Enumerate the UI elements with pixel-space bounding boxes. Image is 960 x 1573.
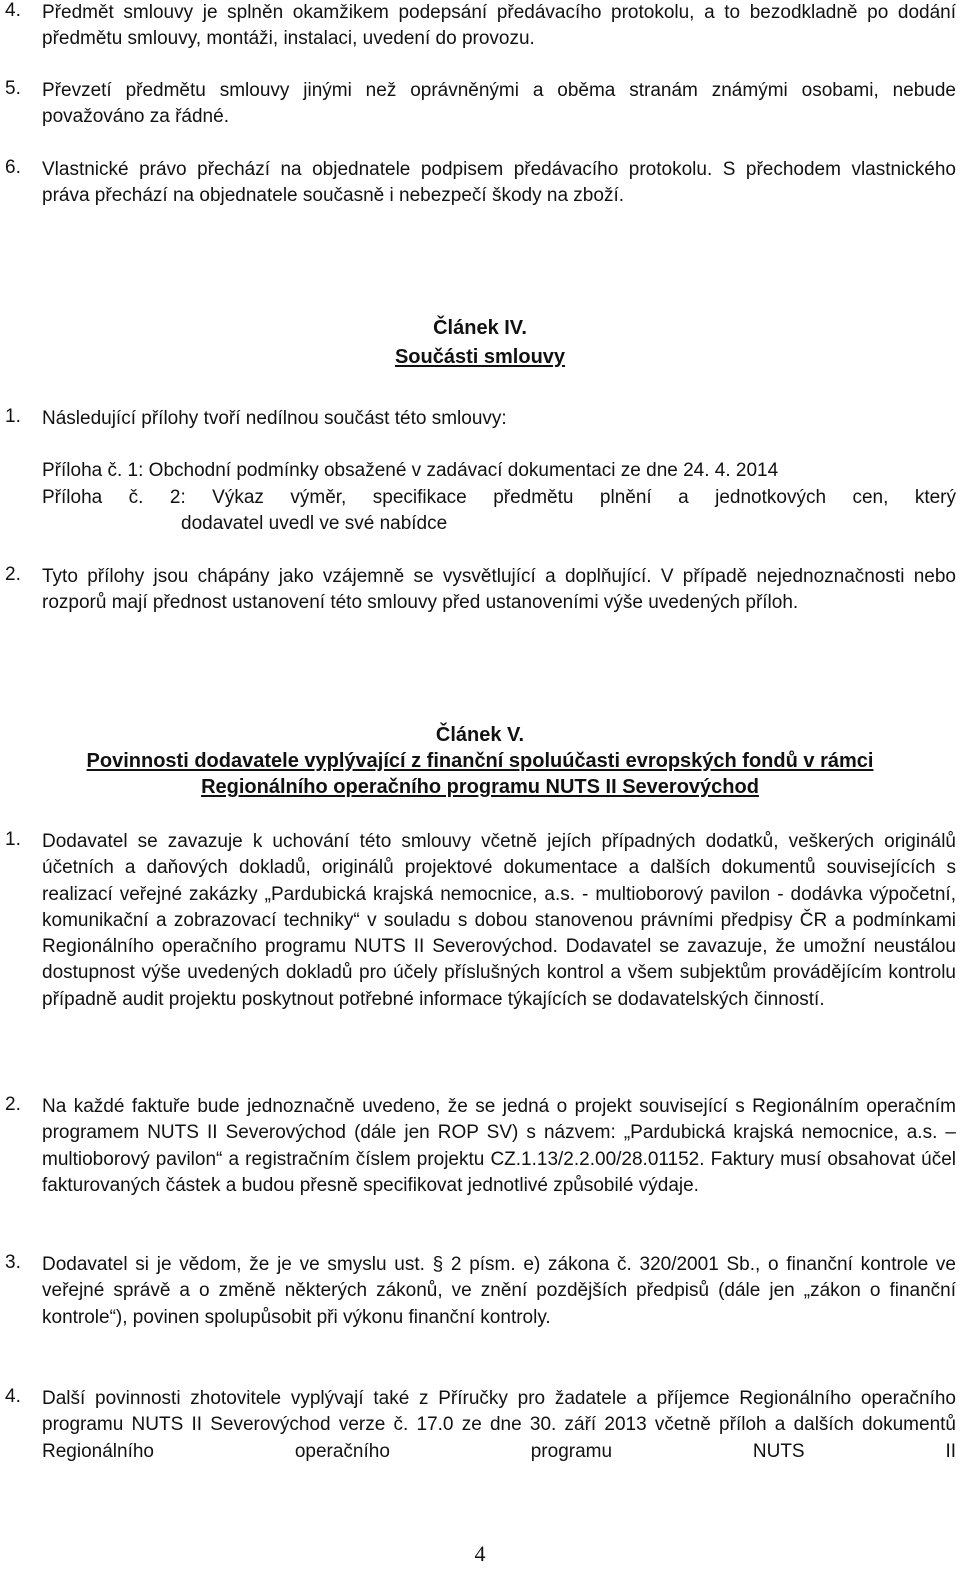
clause-item	[0, 1094, 956, 1199]
clause-number: 2.	[5, 564, 21, 585]
clause-text: Na každé faktuře bude jednoznačně uvedeno, že se jedná o projekt související s Regionálním operačním programem NUTS II Severovýchod (dále jen ROP SV) s názvem: „Pardubická krajská nemocnice, a.s. – multioborový pavilon“ a registračním číslem projektu CZ.1.13/2.2.00/28.01152. Faktury musí obsahovat účel fakturovaných částek a budou přesně specifikovat jednotlivé způsobilé výdaje.	[42, 1096, 956, 1196]
clause-text: Tyto přílohy jsou chápány jako vzájemně se vysvětlující a doplňující. V případě nejednoznačnosti nebo rozporů mají přednost ustanovení této smlouvy před ustanoveními výše uvedených příloh.	[42, 566, 956, 614]
article-5-subtitle-line2: Regionálního operačního programu NUTS II Severovýchod	[201, 776, 759, 798]
clause-text: Další povinnosti zhotovitele vyplývají také z Příručky pro žadatele a příjemce Regionálního operačního programu NUTS II Severovýchod verze č. 17.0 ze dne 30. září 2013 včetně příloh a dalších dokumentů Regionálního operačního programu NUTS II	[42, 1388, 956, 1462]
clause-text: Dodavatel si je vědom, že je ve smyslu ust. § 2 písm. e) zákona č. 320/2001 Sb., o finanční kontrole ve veřejné správě a o změně některých zákonů, ve znění pozdějších předpisů (dále jen „zákon o finanční kontrole“), povinen spolupůsobit při výkonu finanční kontroly.	[42, 1254, 956, 1328]
clause-number: 2.	[5, 1094, 21, 1115]
attachment-1	[42, 458, 956, 484]
article-5-title: Článek V.	[435, 724, 525, 746]
clause-text: Předmět smlouvy je splněn okamžikem podepsání předávacího protokolu, a to bezodkladně po dodání předmětu smlouvy, montáži, instalaci, uvedení do provozu.	[42, 2, 956, 50]
clause-item	[0, 1252, 956, 1331]
attachment-label: Příloha č.	[42, 460, 123, 481]
clause-number: 4.	[5, 1386, 21, 1407]
article-5-subtitle-line1: Povinnosti dodavatele vyplývající z finanční spoluúčasti evropských fondů v rámci	[86, 750, 874, 772]
clause-text: Vlastnické právo přechází na objednatele podpisem předávacího protokolu. S přechodem vlastnického práva přechází na objednatele současně i nebezpečí škody na zboží.	[42, 159, 956, 207]
article-5-subtitle-line2-wrap	[0, 776, 960, 799]
clause-number: 3.	[5, 1252, 21, 1273]
page-number: 4	[474, 1541, 486, 1566]
clause-item	[0, 157, 956, 210]
clause-text: Následující přílohy tvoří nedílnou součást této smlouvy:	[42, 408, 507, 429]
article-4-subtitle: Součásti smlouvy	[394, 346, 566, 368]
clause-item	[0, 78, 956, 131]
clause-item	[0, 829, 956, 1013]
clause-item	[0, 564, 956, 617]
article-4-title: Článek IV.	[433, 317, 527, 339]
clause-item	[0, 406, 956, 432]
clause-number: 1.	[5, 406, 21, 427]
attachment-label: Příloha č.	[42, 487, 144, 508]
clause-number: 5.	[5, 78, 21, 99]
article-4-subtitle-wrap	[0, 346, 960, 369]
attachment-text: 2: Výkaz výměr, specifikace předmětu plnění a jednotkových cen, který	[169, 487, 957, 508]
clause-number: 4.	[5, 0, 21, 21]
clause-number: 6.	[5, 157, 21, 178]
clause-item	[0, 0, 956, 53]
attachment-2	[42, 485, 956, 537]
attachment-continuation: dodavatel uvedl ve své nabídce	[181, 513, 448, 534]
clause-item	[0, 1386, 956, 1465]
clause-text: Dodavatel se zavazuje k uchování této smlouvy včetně jejích případných dodatků, veškerých originálů účetních a daňových dokladů, originálů projektové dokumentace a dalších dokumentů souvisejících s realizací veřejné zakázky „Pardubická krajská nemocnice, a.s. - multioborový pavilon - dodávka výpočetní, komunikační a zobrazovací techniky“ v souladu s dobou stanovenou právními předpisy ČR a podmínkami Regionálního operačního programu NUTS II Severovýchod. Dodavatel se zavazuje, že umožní neustálou dostupnost výše uvedených dokladů pro účely příslušných kontrol a všem subjektům provádějícím kontrolu případně audit projektu poskytnout potřebné informace týkajících se dodavatelských činností.	[42, 831, 956, 1010]
attachment-text: 1: Obchodní podmínky obsažené v zadávací dokumentaci ze dne 24. 4. 2014	[127, 460, 779, 481]
clause-text: Převzetí předmětu smlouvy jinými než oprávněnými a oběma stranám známými osobami, nebude považováno za řádné.	[42, 80, 956, 128]
clause-number: 1.	[5, 829, 21, 850]
article-5-subtitle-line1-wrap	[0, 750, 960, 773]
